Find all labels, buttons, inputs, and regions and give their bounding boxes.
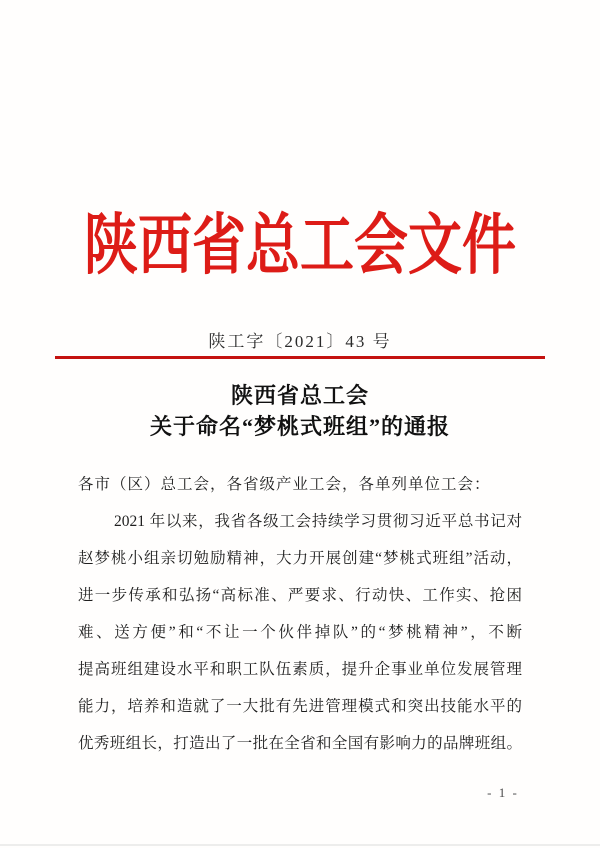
document-title-line2: 关于命名“梦桃式班组”的通报 [149,414,450,439]
body-line: 赵梦桃小组亲切勉励精神，大力开展创建“梦桃式班组”活动， [78,550,522,567]
scan-edge-line [0,844,600,846]
red-separator-line [55,356,545,359]
body-line: 提高班组建设水平和职工队伍素质，提升企事业单位发展管理 [78,661,522,678]
body-text [78,466,522,762]
document-title [0,380,600,442]
body-line: 优秀班组长，打造出了一批在全省和全国有影响力的品牌班组。 [78,735,522,752]
body-line: 能力，培养和造就了一大批有先进管理模式和突出技能水平的 [78,698,522,715]
salutation-line: 各市（区）总工会，各省级产业工会，各单列单位工会： [78,476,491,493]
letterhead-title: 陕西省总工会文件 [84,208,516,283]
page-number: - 1 - [487,785,519,800]
body-line: 进一步传承和弘扬“高标准、严要求、行动快、工作实、抢困 [78,587,522,604]
document-title-line1: 陕西省总工会 [230,383,369,408]
body-line: 2021 年以来，我省各级工会持续学习贯彻习近平总书记对 [114,513,522,530]
body-line: 难、送方便”和“不让一个伙伴掉队”的“梦桃精神”，不断 [78,624,522,641]
document-number: 陕工字〔2021〕43 号 [208,332,392,351]
